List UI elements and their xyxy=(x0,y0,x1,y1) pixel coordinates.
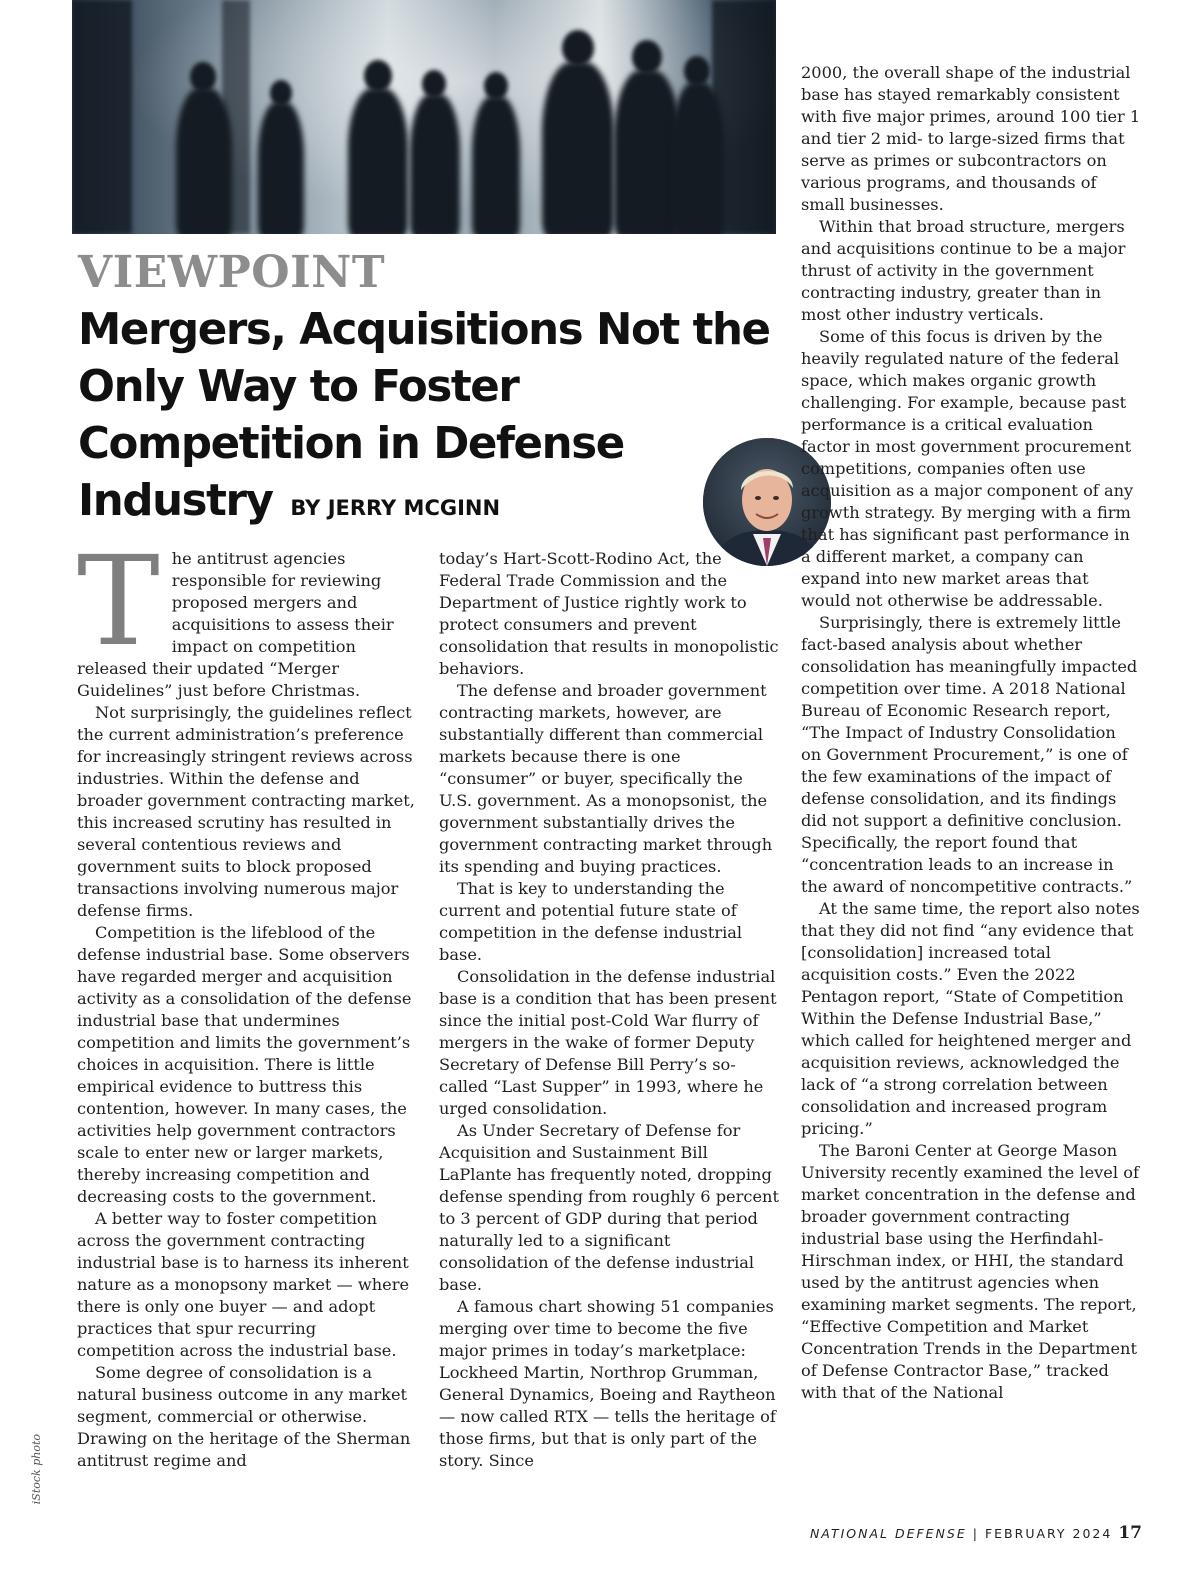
publication-name: NATIONAL DEFENSE xyxy=(809,1526,967,1541)
body-paragraph: Some of this focus is driven by the heavily regulated nature of the federal space, which makes organic growth challenging. For example, because past performance is a critical evaluation factor in most government procurement competitions, companies often use acquisition as a major component of any growth strategy. By merging with a firm that has significant past performance in a different market, a company can expand into new market areas that would not otherwise be addressable. xyxy=(801,327,1134,610)
paragraph-text: he antitrust agencies responsible for reviewing proposed mergers and acquisitions to assess their impact on competition released their updated “Merger Guidelines” just before Christmas. xyxy=(77,549,394,700)
headline-text: Mergers, Acquisitions Not the Only Way to Foster Competition in Defense Industry xyxy=(78,305,770,526)
article-column-1 xyxy=(77,530,417,1472)
footer-separator: | xyxy=(972,1526,979,1541)
body-paragraph: That is key to understanding the current and potential future state of competition in the defense industrial base. xyxy=(439,879,743,964)
body-paragraph: Within that broad structure, mergers and acquisitions continue to be a major thrust of activity in the government contracting industry, greater than in most other industry verticals. xyxy=(801,217,1126,324)
page-number: 17 xyxy=(1118,1523,1142,1543)
article-column-2 xyxy=(439,548,779,1472)
header-photo-silhouettes xyxy=(72,0,776,234)
section-kicker: VIEWPOINT xyxy=(78,247,386,298)
body-paragraph: 2000, the overall shape of the industrial base has stayed remarkably consistent with five major primes, around 100 tier 1 and tier 2 mid- to large-sized firms that serve as primes or subcontractors on various programs, and thousands of small businesses. xyxy=(801,63,1141,214)
body-paragraph: today’s Hart-Scott-Rodino Act, the Federal Trade Commission and the Department of Justice rightly work to protect consumers and prevent consolidation that results in monopolistic behaviors. xyxy=(439,549,779,678)
body-paragraph: Not surprisingly, the guidelines reflect the current administration’s preference for increasingly stringent reviews across industries. Within the defense and broader government contracting market, this increased scrutiny has resulted in several contentious reviews and government suits to block proposed transactions involving numerous major defense firms. xyxy=(77,703,415,920)
body-paragraph: At the same time, the report also notes that they did not find “any evidence that [consolidation] increased total acquisition costs.” Even the 2022 Pentagon report, “State of Competition Within the Defense Industrial Base,” which called for heightened merger and acquisition reviews, acknowledged the lack of “a strong correlation between consolidation and increased program pricing.” xyxy=(801,899,1140,1138)
body-paragraph: As Under Secretary of Defense for Acquisition and Sustainment Bill LaPlante has frequently noted, dropping defense spending from roughly 6 percent to 3 percent of GDP during that period naturally led to a significant consolidation of the defense industrial base. xyxy=(439,1121,779,1294)
author-byline: BY JERRY MCGINN xyxy=(290,496,501,520)
article-headline xyxy=(78,302,778,537)
article-column-3 xyxy=(801,62,1141,1404)
body-paragraph: The Baroni Center at George Mason University recently examined the level of market concentration in the defense and broader government contracting industrial base using the Herfindahl-Hirschman index, or HHI, the standard used by the antitrust agencies when examining market segments. The report, “Effective Competition and Market Concentration Trends in the Department of Defense Contractor Base,” tracked with that of the National xyxy=(801,1141,1139,1402)
body-paragraph: Surprisingly, there is extremely little fact-based analysis about whether consolidation has meaningfully impacted competition over time. A 2018 National Bureau of Economic Research report, “The Impact of Industry Consolidation on Government Procurement,” is one of the few examinations of the impact of defense consolidation, and its findings did not support a definitive conclusion. Specifically, the report found that “concentration leads to an increase in the award of noncompetitive contracts.” xyxy=(801,613,1138,896)
page-footer xyxy=(810,1523,1142,1543)
body-paragraph: Competition is the lifeblood of the defense industrial base. Some observers have regarded merger and acquisition activity as a consolidation of the defense industrial base that undermines competition and limits the government’s choices in acquisition. There is little empirical evidence to buttress this contention, however. In many cases, the activities help government contractors scale to enter new or larger markets, thereby increasing competition and decreasing costs to the government. xyxy=(77,923,412,1206)
body-paragraph: Some degree of consolidation is a natural business outcome in any market segment, commercial or otherwise. Drawing on the heritage of the Sherman antitrust regime and xyxy=(77,1363,411,1470)
photo-credit: iStock photo xyxy=(30,1434,43,1505)
drop-cap: T xyxy=(77,530,160,674)
body-paragraph: The defense and broader government contracting markets, however, are substantially different than commercial markets because there is one “consumer” or buyer, specifically the U.S. government. As a monopsonist, the government substantially drives the government contracting market through its spending and buying practices. xyxy=(439,681,773,876)
body-paragraph: Consolidation in the defense industrial base is a condition that has been present since the initial post-Cold War flurry of mergers in the wake of former Deputy Secretary of Defense Bill Perry’s so-called “Last Supper” in 1993, where he urged consolidation. xyxy=(439,967,777,1118)
body-paragraph: A famous chart showing 51 companies merging over time to become the five major primes in today’s marketplace: Lockheed Martin, Northrop Grumman, General Dynamics, Boeing and Raytheon — now called RTX — tells the heritage of those firms, but that is only part of the story. Since xyxy=(439,1297,776,1470)
body-paragraph xyxy=(77,530,417,702)
body-paragraph: A better way to foster competition across the government contracting industrial base is to harness its inherent nature as a monopsony market — where there is only one buyer — and adopt practices that spur recurring competition across the industrial base. xyxy=(77,1209,410,1360)
issue-date: FEBRUARY 2024 xyxy=(984,1526,1113,1541)
